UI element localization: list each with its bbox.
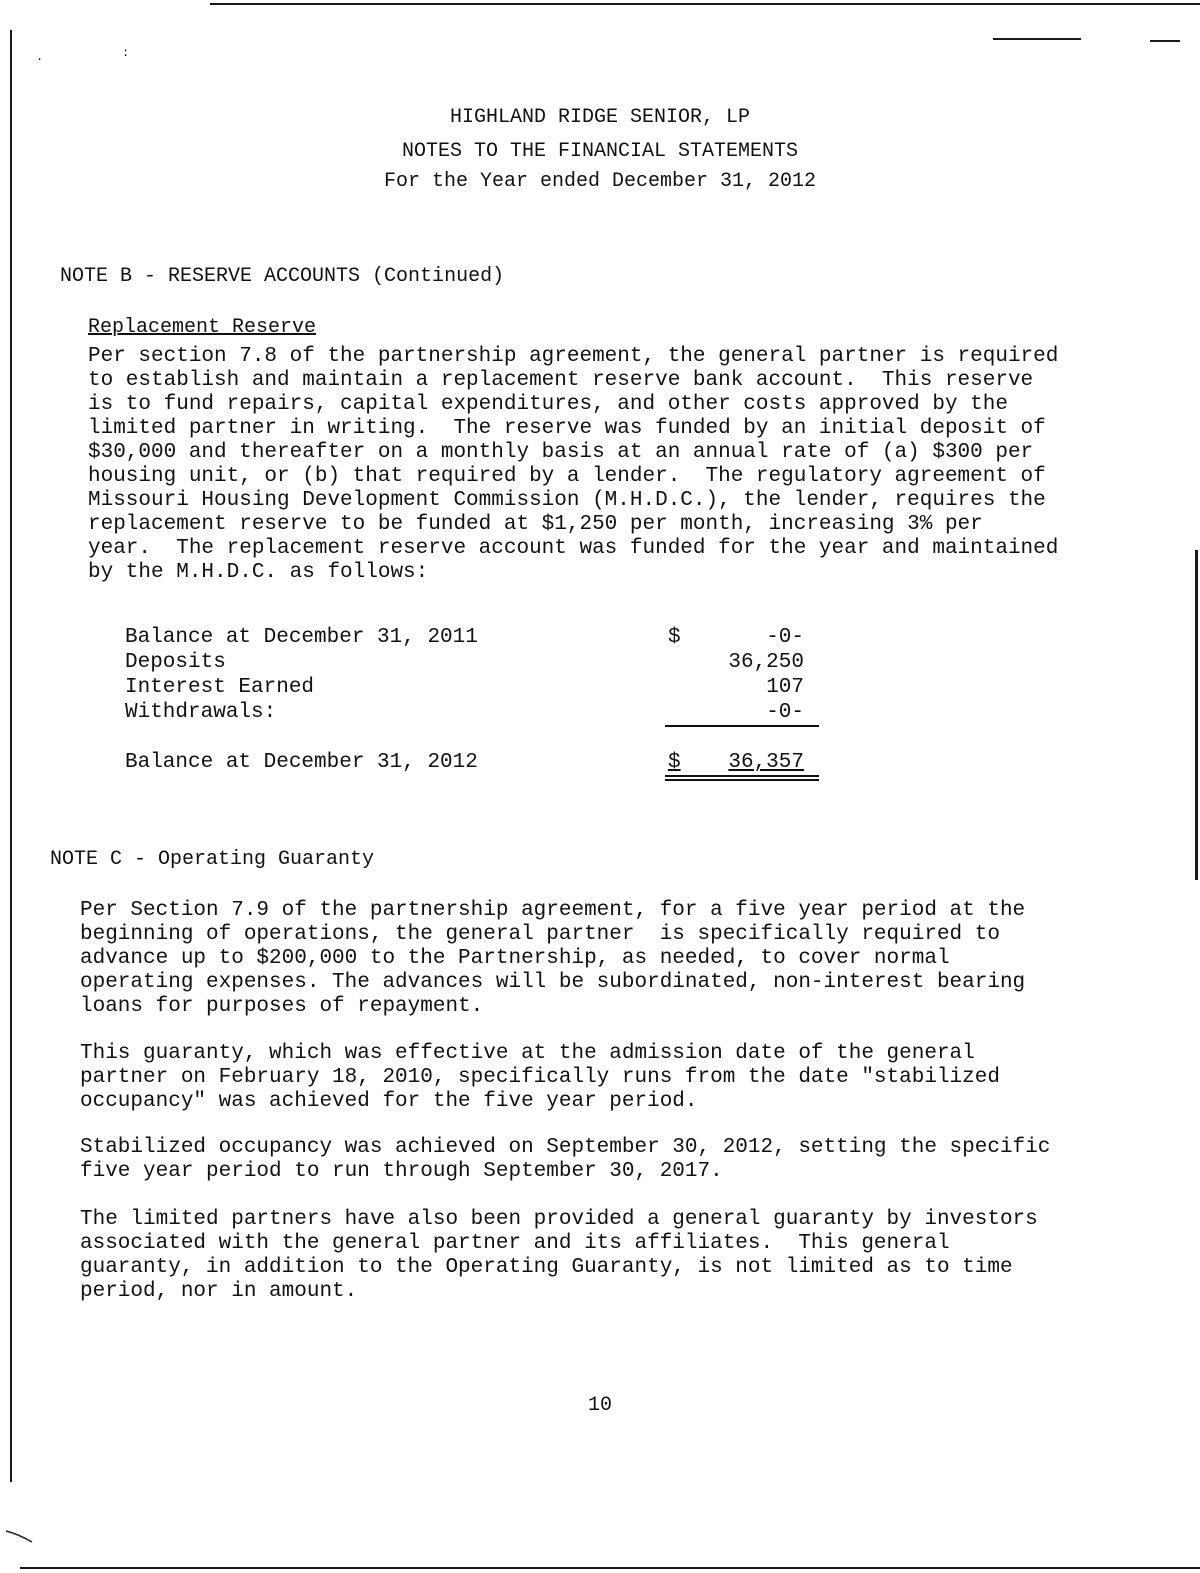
total-label: Balance at December 31, 2012 xyxy=(125,751,478,774)
row-label: Deposits xyxy=(125,651,226,674)
paragraph-line: advance up to $200,000 to the Partnership, as needed, to cover normal xyxy=(80,947,950,970)
paragraph-line: guaranty, in addition to the Operating Guaranty, is not limited as to time xyxy=(80,1256,1013,1279)
scan-corner-mark xyxy=(4,1528,34,1544)
reporting-period: For the Year ended December 31, 2012 xyxy=(383,170,817,193)
row-label: Balance at December 31, 2011 xyxy=(125,626,478,649)
paragraph-line: beginning of operations, the general partner is specifically required to xyxy=(80,923,1000,946)
scan-mark xyxy=(1150,40,1180,42)
paragraph-line: year. The replacement reserve account was funded for the year and maintained xyxy=(88,537,1059,560)
total-double-rule-1 xyxy=(665,775,819,777)
paragraph-line: This guaranty, which was effective at the admission date of the general xyxy=(80,1042,975,1065)
subtotal-rule xyxy=(665,725,819,727)
company-name: HIGHLAND RIDGE SENIOR, LP xyxy=(449,106,751,129)
scan-left-edge xyxy=(10,30,12,1482)
scan-speck: . xyxy=(36,50,44,64)
note-c-heading: NOTE C - Operating Guaranty xyxy=(50,848,375,871)
paragraph-line: loans for purposes of repayment. xyxy=(80,995,484,1018)
scan-speck: : xyxy=(122,46,130,60)
row-value: -0- xyxy=(766,701,804,724)
paragraph-line: five year period to run through September 30, 2017. xyxy=(80,1160,723,1183)
paragraph-line: $30,000 and thereafter on a monthly basis at an annual rate of (a) $300 per xyxy=(88,441,1034,464)
note-b-heading: NOTE B - RESERVE ACCOUNTS (Continued) xyxy=(60,265,505,288)
paragraph-line: Missouri Housing Development Commission (M.H.D.C.), the lender, requires the xyxy=(88,489,1046,512)
row-currency: $ xyxy=(668,626,681,649)
paragraph-line: associated with the general partner and its affiliates. This general xyxy=(80,1232,950,1255)
paragraph-line: Stabilized occupancy was achieved on September 30, 2012, setting the specific xyxy=(80,1136,1051,1159)
paragraph-line: occupancy" was achieved for the five year period. xyxy=(80,1090,698,1113)
scan-right-edge xyxy=(1195,550,1198,880)
row-label: Withdrawals: xyxy=(125,701,277,724)
paragraph-line: Per Section 7.9 of the partnership agreement, for a five year period at the xyxy=(80,899,1026,922)
scan-bottom-edge xyxy=(20,1567,1200,1569)
document-title: NOTES TO THE FINANCIAL STATEMENTS xyxy=(401,140,799,163)
total-value: 36,357 xyxy=(728,751,804,774)
paragraph-line: by the M.H.D.C. as follows: xyxy=(88,561,429,584)
paragraph-line: The limited partners have also been provided a general guaranty by investors xyxy=(80,1208,1038,1231)
replacement-reserve-subheading: Replacement Reserve xyxy=(88,316,317,339)
row-value: 107 xyxy=(766,676,804,699)
row-label: Interest Earned xyxy=(125,676,315,699)
page-number: 10 xyxy=(587,1394,612,1417)
paragraph-line: housing unit, or (b) that required by a lender. The regulatory agreement of xyxy=(88,465,1046,488)
paragraph-line: period, nor in amount. xyxy=(80,1280,358,1303)
paragraph-line: limited partner in writing. The reserve was funded by an initial deposit of xyxy=(88,417,1046,440)
paragraph-line: is to fund repairs, capital expenditures, and other costs approved by the xyxy=(88,393,1008,416)
row-value: -0- xyxy=(766,626,804,649)
scan-top-edge xyxy=(210,3,1200,5)
total-currency: $ xyxy=(668,751,681,774)
paragraph-line: to establish and maintain a replacement reserve bank account. This reserve xyxy=(88,369,1034,392)
paragraph-line: partner on February 18, 2010, specifically runs from the date "stabilized xyxy=(80,1066,1000,1089)
paragraph-line: replacement reserve to be funded at $1,250 per month, increasing 3% per xyxy=(88,513,983,536)
paragraph-line: Per section 7.8 of the partnership agreement, the general partner is required xyxy=(88,345,1059,368)
total-double-rule-2 xyxy=(665,779,819,781)
row-value: 36,250 xyxy=(728,651,804,674)
paragraph-line: operating expenses. The advances will be subordinated, non-interest bearing xyxy=(80,971,1026,994)
scan-mark xyxy=(993,38,1081,40)
